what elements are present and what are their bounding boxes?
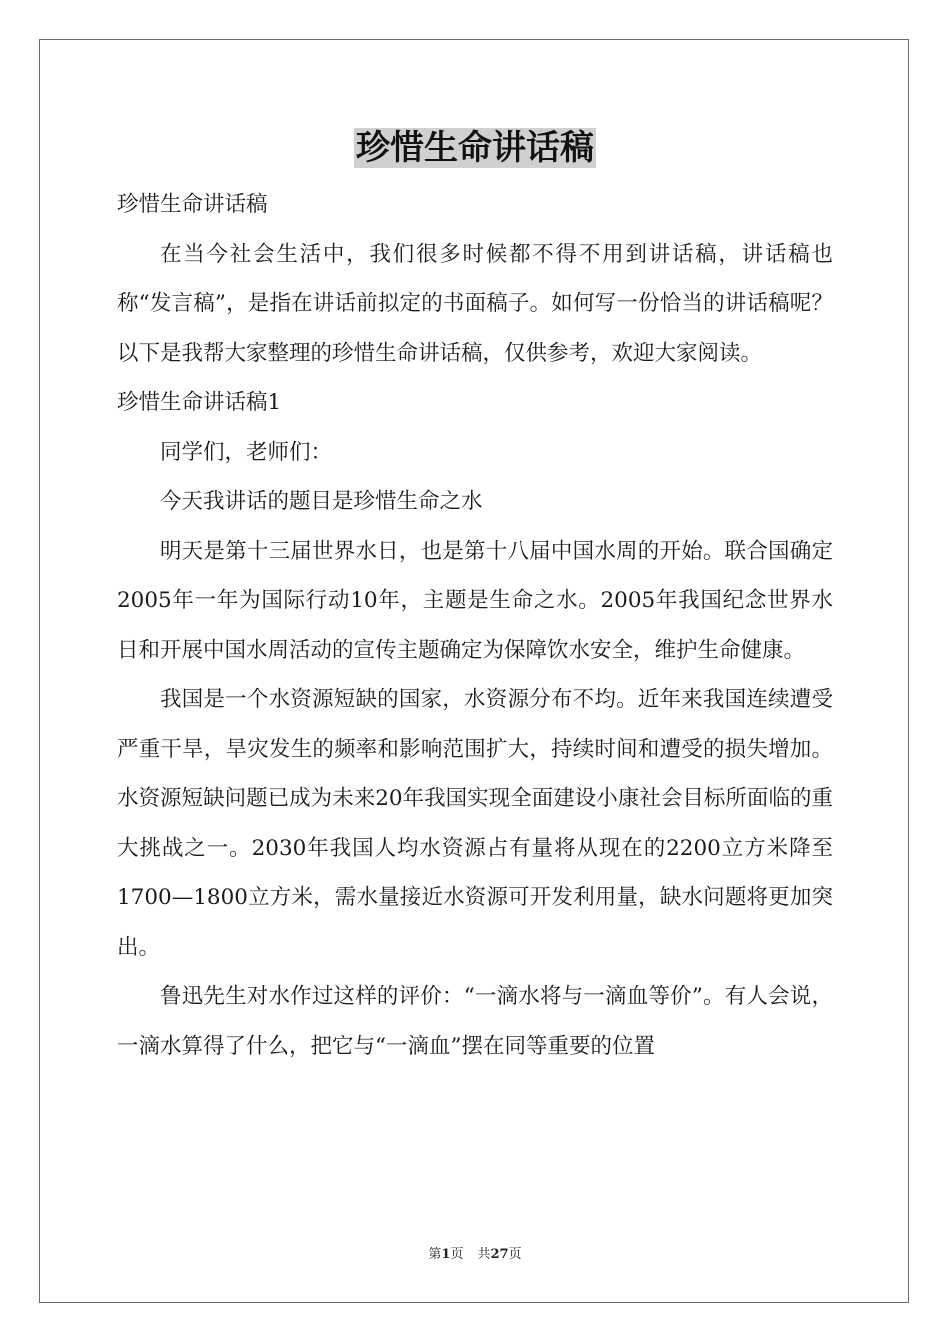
document-title: 珍惜生命讲话稿 [356,128,594,168]
page-footer [0,1246,950,1264]
total-pages: 27 [490,1247,509,1262]
document-body [117,180,833,1071]
page-suffix: 页 [450,1247,464,1262]
topic-line: 今天我讲话的题目是珍惜生命之水 [160,489,483,514]
body-paragraph: 鲁迅先生对水作过这样的评价：“一滴水将与一滴血等价”。有人会说，一滴水算得了什么，把它与“一滴血”摆在同等重要的位置 [117,984,833,1059]
title-container [0,128,950,168]
page-prefix: 第 [428,1247,442,1262]
body-paragraph: 我国是一个水资源短缺的国家，水资源分布不均。近年来我国连续遭受严重干旱，旱灾发生的频率和影响范围扩大，持续时间和遭受的损失增加。水资源短缺问题已成为未来20年我国实现全面建设小康社会目标所面临的重大挑战之一。2030年我国人均水资源占有量将从现在的2200立方米降至1700—1800立方米，需水量接近水资源可开发利用量，缺水问题将更加突出。 [117,687,833,960]
salutation: 同学们，老师们： [160,439,333,465]
section-heading: 珍惜生命讲话稿1 [117,390,282,415]
total-prefix: 共 [477,1247,491,1262]
body-paragraph: 明天是第十三届世界水日，也是第十八届中国水周的开始。联合国确定2005年一年为国际行动10年，主题是生命之水。2005年我国纪念世界水日和开展中国水周活动的宣传主题确定为保障饮水安全，维护生命健康。 [117,538,833,663]
intro-paragraph: 在当今社会生活中，我们很多时候都不得不用到讲话稿，讲话稿也称“发言稿”，是指在讲话前拟定的书面稿子。如何写一份恰当的讲话稿呢？以下是我帮大家整理的珍惜生命讲话稿，仅供参考，欢迎大家阅读。 [117,241,833,366]
page-number: 1 [441,1247,451,1262]
total-suffix: 页 [508,1247,522,1262]
subtitle-heading: 珍惜生命讲话稿 [117,192,268,217]
